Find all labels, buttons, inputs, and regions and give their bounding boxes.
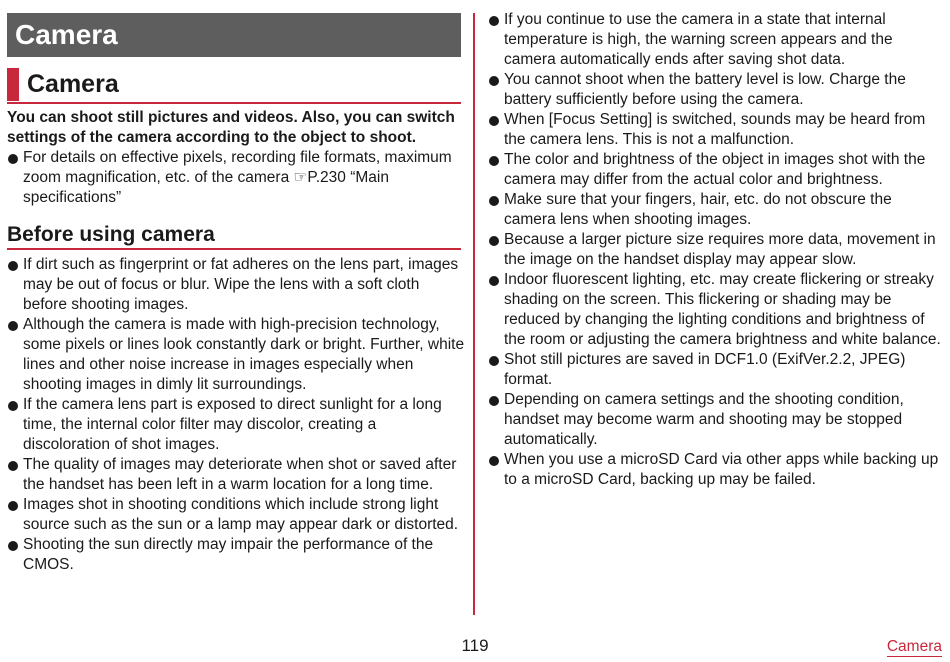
intro-bullet-list <box>7 148 461 208</box>
list-item: You cannot shoot when the battery level is low. Charge the battery sufficiently before using the camera. <box>488 70 946 110</box>
list-item: For details on effective pixels, recording file formats, maximum zoom magnification, etc. of the camera ☞P.230 “Main specifications” <box>7 148 461 208</box>
list-item: If you continue to use the camera in a state that internal temperature is high, the warning screen appears and the camera automatically ends after saving shot data. <box>488 10 946 70</box>
list-item: Because a larger picture size requires more data, movement in the image on the handset display may appear slow. <box>488 230 946 270</box>
list-item: Although the camera is made with high-precision technology, some pixels or lines look constantly dark or bright. Further, white lines and other noise increase in images especially when shooting images in dimly lit surroundings. <box>7 315 465 395</box>
list-item: Images shot in shooting conditions which include strong light source such as the sun or a lamp may appear dark or distorted. <box>7 495 465 535</box>
section-accent-bar <box>7 68 19 101</box>
intro-text: You can shoot still pictures and videos. Also, you can switch settings of the camera according to the object to shoot. <box>7 109 455 146</box>
page-number: 119 <box>461 636 489 655</box>
chapter-title-bar <box>7 13 461 57</box>
right-bullet-list <box>488 10 946 490</box>
list-item: Indoor fluorescent lighting, etc. may create flickering or streaky shading on the screen. This flickering or shading may be reduced by changing the lighting conditions and brightness of the room or adjusting the camera brightness and white balance. <box>488 270 946 350</box>
footer-section-link[interactable]: Camera <box>886 638 942 655</box>
list-item: Shooting the sun directly may impair the performance of the CMOS. <box>7 535 465 575</box>
list-item: If dirt such as fingerprint or fat adheres on the lens part, images may be out of focus or blur. Wipe the lens with a soft cloth before shooting images. <box>7 255 465 315</box>
list-item: The color and brightness of the object in images shot with the camera may differ from the actual color and brightness. <box>488 150 946 190</box>
chapter-title: Camera <box>15 19 118 50</box>
list-item: The quality of images may deteriorate when shot or saved after the handset has been left in a warm location for a long time. <box>7 455 465 495</box>
list-item: When [Focus Setting] is switched, sounds may be heard from the camera lens. This is not a malfunction. <box>488 110 946 150</box>
list-item: Make sure that your fingers, hair, etc. do not obscure the camera lens when shooting images. <box>488 190 946 230</box>
list-item: Depending on camera settings and the shooting condition, handset may become warm and shooting may be stopped automatically. <box>488 390 946 450</box>
section-title: Camera <box>27 70 119 98</box>
column-divider <box>473 13 475 615</box>
before-using-heading: Before using camera <box>7 222 461 250</box>
list-item: When you use a microSD Card via other apps while backing up to a microSD Card, backing up may be failed. <box>488 450 946 490</box>
list-item: If the camera lens part is exposed to direct sunlight for a long time, the internal color filter may discolor, creating a discoloration of shot images. <box>7 395 465 455</box>
list-item: Shot still pictures are saved in DCF1.0 (ExifVer.2.2, JPEG) format. <box>488 350 946 390</box>
left-bullet-list <box>7 255 465 575</box>
section-heading <box>7 68 461 104</box>
